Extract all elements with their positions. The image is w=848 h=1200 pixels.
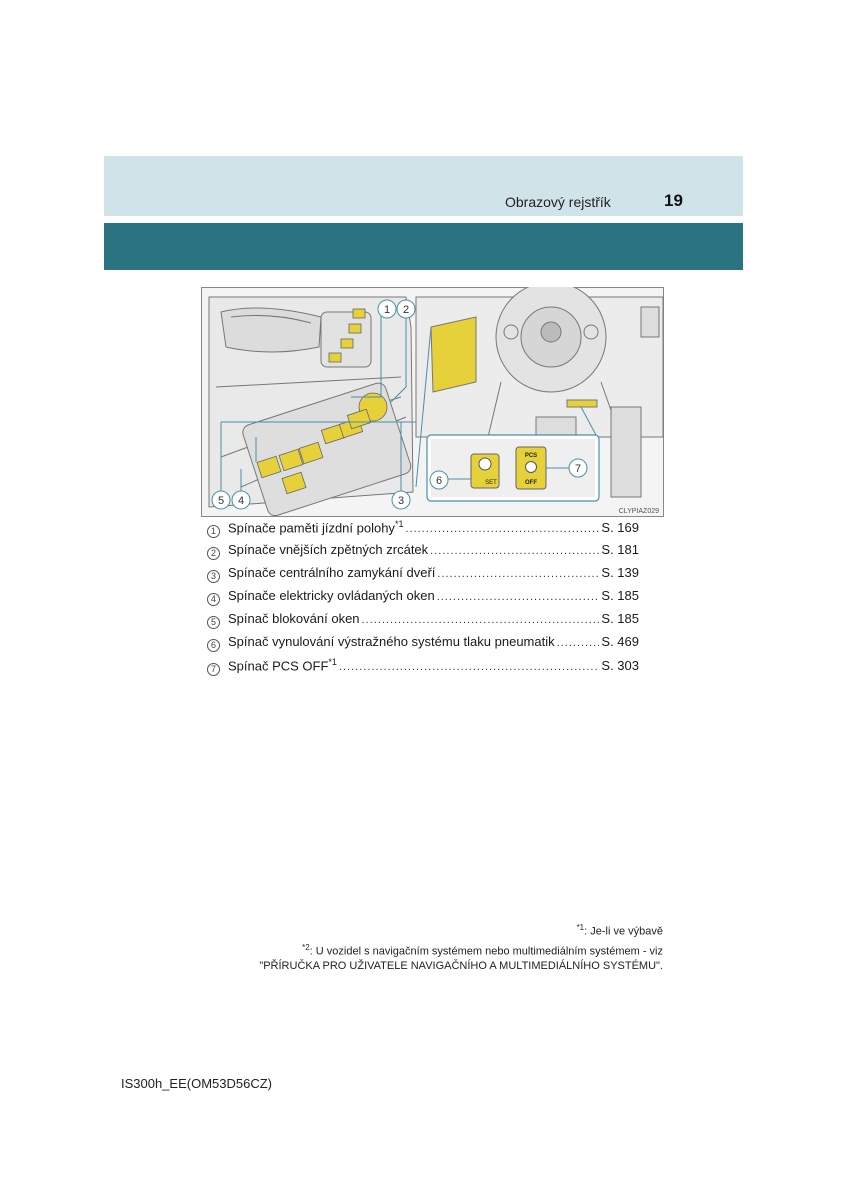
item-number: 7 xyxy=(207,663,220,676)
page-reference[interactable]: S. 185 xyxy=(601,611,639,626)
item-number: 5 xyxy=(207,616,220,629)
page-reference[interactable]: S. 169 xyxy=(601,520,639,536)
list-item[interactable] xyxy=(207,657,639,680)
callout-2 xyxy=(397,300,415,318)
dot-leader xyxy=(437,591,600,603)
callout-1 xyxy=(378,300,396,318)
footnote-mark: *1 xyxy=(328,657,337,667)
svg-text:4: 4 xyxy=(237,495,245,507)
item-label: Spínač vynulování výstražného systému tlaku pneumatik xyxy=(228,634,555,649)
image-code: CLYPIAZ029 xyxy=(618,508,659,515)
item-label: Spínač blokování oken xyxy=(228,611,360,626)
index-list xyxy=(207,519,639,680)
footnote-mark: *1 xyxy=(394,519,404,529)
dot-leader xyxy=(362,614,600,626)
item-label: Spínače centrálního zamykání dveří xyxy=(228,565,436,580)
list-item[interactable] xyxy=(207,565,639,588)
footnote-1: $^{*1}$: Je-li ve výbavě xyxy=(576,923,663,938)
dot-leader xyxy=(339,661,599,673)
set-label: SET xyxy=(485,480,497,486)
callout-7 xyxy=(569,459,587,477)
list-item[interactable] xyxy=(207,588,639,611)
item-number: 6 xyxy=(207,639,220,652)
item-number: 1 xyxy=(207,525,220,538)
item-label: Spínač PCS OFF xyxy=(228,658,329,674)
dot-leader xyxy=(557,637,600,649)
callout-3 xyxy=(392,491,410,509)
list-item[interactable] xyxy=(207,634,639,657)
svg-text:5: 5 xyxy=(217,495,225,507)
item-number: 3 xyxy=(207,570,220,583)
page-reference[interactable]: S. 139 xyxy=(601,565,639,580)
footnote-2: $^{*2}$: U vozidel s navigačním systémem nebo multimediálním systémem - viz xyxy=(302,942,663,958)
page-reference[interactable]: S. 469 xyxy=(601,634,639,649)
pcs-label: PCS xyxy=(524,453,538,459)
list-item[interactable] xyxy=(207,611,639,634)
item-number: 2 xyxy=(207,547,220,560)
callout-6 xyxy=(430,471,448,489)
svg-text:7: 7 xyxy=(574,463,582,475)
callout-4 xyxy=(232,491,250,509)
list-item[interactable] xyxy=(207,519,639,542)
header-band xyxy=(104,156,743,216)
section-title: Obrazový rejstřík xyxy=(505,194,611,210)
manual-code: IS300h_EE(OM53D56CZ) xyxy=(121,1076,273,1091)
footnotes xyxy=(259,920,663,974)
off-label: OFF xyxy=(525,480,537,486)
dot-leader xyxy=(437,568,599,580)
page-number: 19 xyxy=(664,191,683,210)
header-color-bar xyxy=(104,223,743,270)
dot-leader xyxy=(430,545,599,557)
list-item[interactable] xyxy=(207,542,639,565)
interior-illustration xyxy=(201,287,664,517)
item-number: 4 xyxy=(207,593,220,606)
page-reference[interactable]: S. 181 xyxy=(601,542,639,557)
callout-5 xyxy=(212,491,230,509)
dot-leader xyxy=(405,523,599,535)
item-label: Spínače paměti jízdní polohy xyxy=(228,520,395,536)
footnote-2-line-2: "PŘÍRUČKA PRO UŽIVATELE NAVIGAČNÍHO A MULTIMEDIÁLNÍHO SYSTÉMU". xyxy=(259,960,663,973)
page-reference[interactable]: S. 185 xyxy=(601,588,639,603)
svg-text:1: 1 xyxy=(383,304,391,316)
svg-text:2: 2 xyxy=(402,304,410,316)
page-reference[interactable]: S. 303 xyxy=(601,658,639,674)
svg-text:6: 6 xyxy=(435,475,443,487)
item-label: Spínače elektricky ovládaných oken xyxy=(228,588,435,603)
item-label: Spínače vnějších zpětných zrcátek xyxy=(228,542,429,557)
svg-text:3: 3 xyxy=(397,495,405,507)
